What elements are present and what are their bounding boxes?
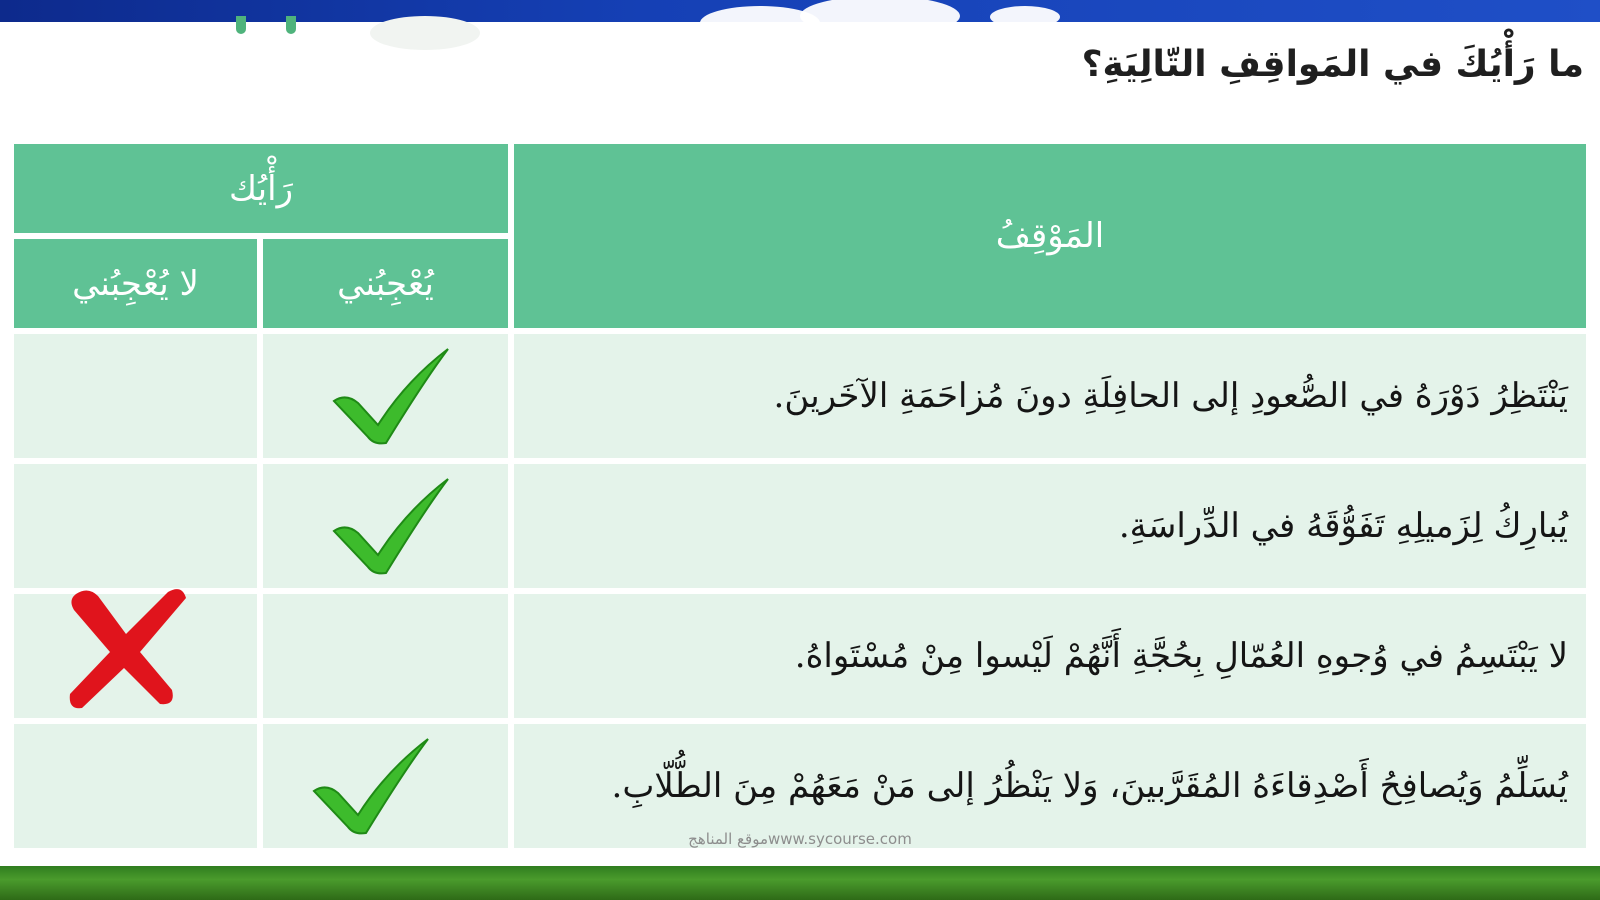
header-situation-label: المَوْقِفُ bbox=[995, 216, 1105, 256]
cloud-decoration bbox=[990, 6, 1060, 28]
check-icon bbox=[296, 731, 436, 841]
like-cell[interactable] bbox=[263, 464, 508, 588]
header-like bbox=[263, 239, 508, 328]
dislike-cell[interactable] bbox=[14, 594, 257, 718]
watermark: موقع المناهجwww.sycourse.com bbox=[688, 830, 912, 848]
dislike-cell[interactable] bbox=[14, 464, 257, 588]
check-icon bbox=[316, 471, 456, 581]
situation-text: لا يَبْتَسِمُ في وُجوهِ العُمّالِ بِحُجَّةِ أَنَّهُمْ لَيْسوا مِنْ مُسْتَواهُ. bbox=[794, 636, 1568, 676]
situation-text: يُسَلِّمُ وَيُصافِحُ أَصْدِقاءَهُ المُقَرَّبينَ، وَلا يَنْظُرُ إلى مَنْ مَعَهُمْ مِنَ الطُّلّابِ. bbox=[611, 766, 1568, 806]
situation-text: يُبارِكُ لِزَميلِهِ تَفَوُّقَهُ في الدِّراسَةِ. bbox=[1118, 506, 1568, 546]
like-cell[interactable] bbox=[263, 334, 508, 458]
header-opinion bbox=[14, 144, 508, 233]
grass-footer bbox=[0, 866, 1600, 900]
dislike-cell[interactable] bbox=[14, 334, 257, 458]
header-dislike-label: لا يُعْجِبُني bbox=[72, 263, 199, 304]
header-situation bbox=[514, 144, 1586, 328]
table-row-situation bbox=[514, 594, 1586, 718]
cloud-decoration bbox=[370, 16, 480, 50]
situation-text: يَنْتَظِرُ دَوْرَهُ في الصُّعودِ إلى الحافِلَةِ دونَ مُزاحَمَةِ الآخَرينَ. bbox=[773, 376, 1568, 416]
page-title: ما رَأْيُكَ في المَواقِفِ التّالِيَةِ؟ bbox=[1081, 44, 1584, 85]
table-row-situation bbox=[514, 334, 1586, 458]
like-cell[interactable] bbox=[263, 594, 508, 718]
cross-icon bbox=[60, 582, 200, 712]
cloud-decoration bbox=[800, 0, 960, 36]
check-icon bbox=[316, 341, 456, 451]
header-opinion-label: رَأْيُك bbox=[229, 168, 293, 209]
header-like-label: يُعْجِبُني bbox=[337, 263, 434, 304]
header-dislike bbox=[14, 239, 257, 328]
table-row-situation bbox=[514, 464, 1586, 588]
opinion-table bbox=[14, 144, 1586, 866]
leaf-decoration-icon bbox=[236, 16, 306, 36]
